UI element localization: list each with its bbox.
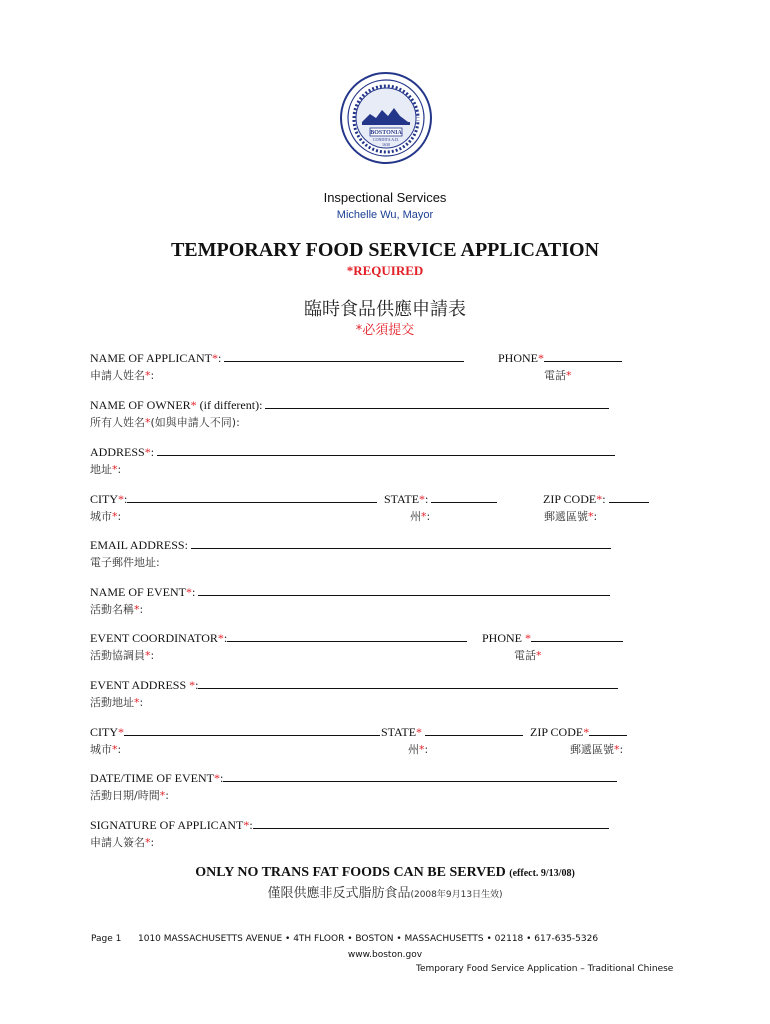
mayor-name: Michelle Wu, Mayor — [336, 209, 434, 221]
event-city-field[interactable]: CITY* — [90, 725, 380, 740]
city-of-boston-seal — [340, 72, 432, 164]
owner-label-chinese: 所有人姓名*(如與申請人不同): — [90, 416, 240, 429]
event-name-field[interactable]: NAME OF EVENT*: — [90, 585, 610, 600]
event-address-field[interactable]: EVENT ADDRESS *: — [90, 678, 618, 693]
event-datetime-field[interactable]: DATE/TIME OF EVENT*: — [90, 771, 617, 786]
zip-label-chinese: 郵遞區號*: — [544, 510, 598, 523]
event-zip-code-field[interactable]: ZIP CODE* — [530, 725, 627, 740]
svg-text:1630: 1630 — [382, 142, 390, 147]
required-note-chinese: *必須提交 — [355, 323, 415, 338]
signature-field[interactable]: SIGNATURE OF APPLICANT*: — [90, 818, 609, 833]
required-note: *REQUIRED — [346, 263, 424, 278]
form-title: TEMPORARY FOOD SERVICE APPLICATION — [170, 239, 600, 261]
department-name: Inspectional Services — [323, 190, 447, 205]
svg-text:CONDITA A.D.: CONDITA A.D. — [372, 137, 400, 142]
event-city-label-chinese: 城市*: — [90, 743, 122, 756]
applicant-name-field[interactable]: NAME OF APPLICANT*: — [90, 351, 464, 366]
address-field[interactable]: ADDRESS*: — [90, 445, 615, 460]
applicant-label: NAME OF APPLICANT — [90, 351, 213, 365]
city-field[interactable]: CITY*: — [90, 492, 377, 507]
zip-code-field[interactable]: ZIP CODE*: — [543, 492, 649, 507]
state-label-chinese: 州*: — [410, 510, 431, 523]
event-name-label-chinese: 活動名稱*: — [90, 603, 144, 616]
coordinator-phone-label-chinese: 電話* — [514, 649, 542, 662]
signature-label-chinese: 申請人簽名*: — [90, 836, 155, 849]
datetime-label-chinese: 活動日期/時間*: — [90, 789, 169, 802]
email-field[interactable]: EMAIL ADDRESS: — [90, 538, 611, 553]
applicant-label-chinese: 申請人姓名*: — [90, 369, 155, 382]
footer-website: www.boston.gov — [347, 950, 423, 960]
phone-field[interactable]: PHONE* — [498, 351, 622, 366]
event-state-label-chinese: 州*: — [408, 743, 429, 756]
event-address-label-chinese: 活動地址*: — [90, 696, 144, 709]
svg-text:BOSTONIA: BOSTONIA — [370, 130, 402, 136]
phone-label: PHONE — [498, 351, 539, 365]
phone-label-chinese: 電話* — [544, 369, 572, 382]
owner-name-field[interactable]: NAME OF OWNER* (if different): — [90, 398, 609, 413]
trans-fat-notice-chinese: 僅限供應非反式脂肪食品(2008年9月13日生效) — [267, 886, 503, 901]
trans-fat-notice: ONLY NO TRANS FAT FOODS CAN BE SERVED (effect. 9/13/08) — [195, 865, 575, 880]
coordinator-phone-field[interactable]: PHONE * — [482, 631, 623, 646]
page-number: Page 1 — [91, 934, 122, 944]
footer-address: 1010 MASSACHUSETTS AVENUE • 4TH FLOOR • BOSTON • MASSACHUSETTS • 02118 • 617-635-5326 — [138, 934, 599, 944]
event-state-field[interactable]: STATE* — [381, 725, 523, 740]
address-label-chinese: 地址*: — [90, 463, 122, 476]
footer-form-name: Temporary Food Service Application – Traditional Chinese — [416, 964, 674, 974]
form-title-chinese: 臨時食品供應申請表 — [304, 299, 466, 320]
email-label-chinese: 電子郵件地址: — [90, 556, 160, 569]
state-field[interactable]: STATE*: — [384, 492, 497, 507]
event-coordinator-field[interactable]: EVENT COORDINATOR*: — [90, 631, 467, 646]
coordinator-label-chinese: 活動協調員*: — [90, 649, 155, 662]
event-zip-label-chinese: 郵遞區號*: — [570, 743, 624, 756]
city-label-chinese: 城市*: — [90, 510, 122, 523]
